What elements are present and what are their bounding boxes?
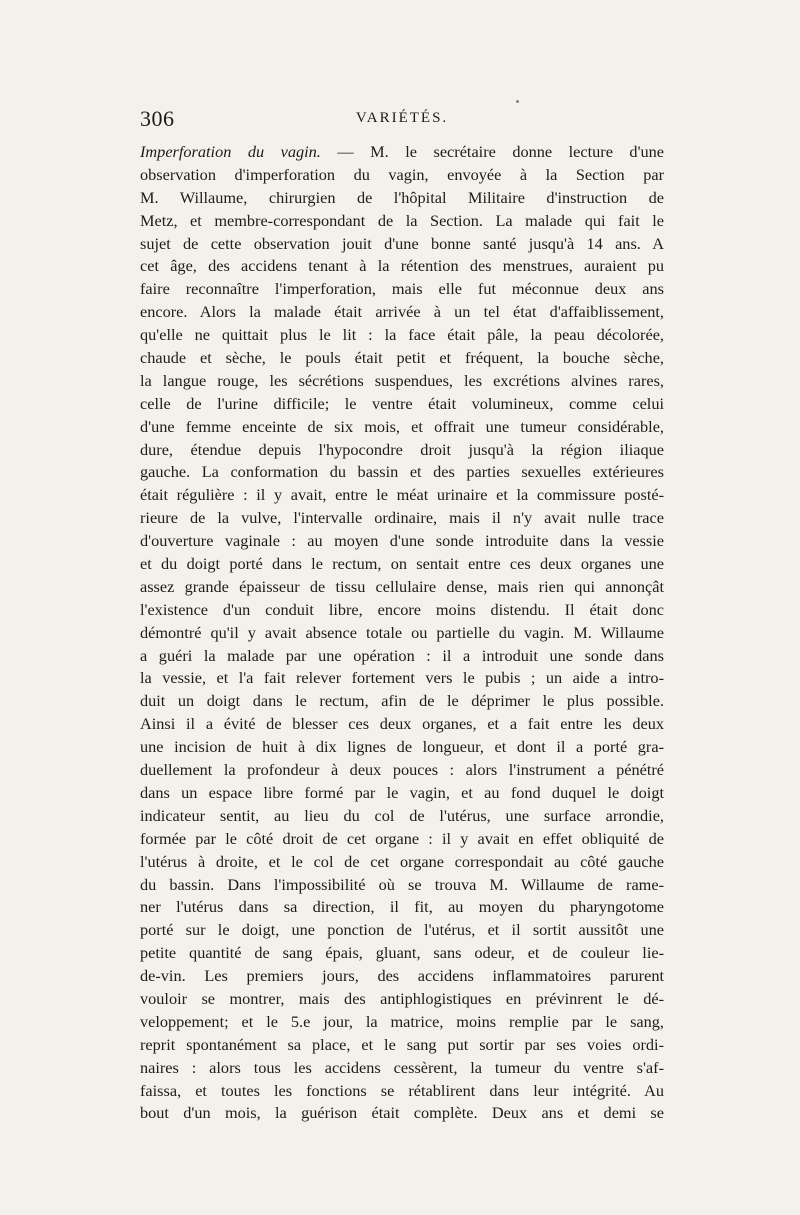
text-line: bout d'un mois, la guérison était complète. Deux ans et demi se (140, 1103, 664, 1123)
text-line: faissa, et toutes les fonctions se rétablirent dans leur intégrité. Au (140, 1080, 664, 1100)
article-first-line (140, 141, 664, 164)
ink-speck (516, 100, 519, 103)
text-line: de-vin. Les premiers jours, des accidens inflammatoires parurent (140, 966, 664, 986)
text-line: d'ouverture vaginale : au moyen d'une sonde introduite dans la vessie (140, 531, 664, 551)
text-line: démontré qu'il y avait absence totale ou partielle du vagin. M. Willaume (140, 622, 664, 642)
text-line: d'une femme enceinte de six mois, et offrait une tumeur considérable, (140, 416, 664, 436)
text-line: qu'elle ne quittait plus le lit : la face était pâle, la peau décolorée, (140, 325, 664, 345)
text-line: petite quantité de sang épais, gluant, sans odeur, et de couleur lie- (140, 943, 664, 963)
running-title: VARIÉTÉS. (355, 110, 449, 126)
text-line: dans un espace libre formé par le vagin, et au fond duquel le doigt (140, 782, 664, 802)
text-line: observation d'imperforation du vagin, envoyée à la Section par (140, 164, 664, 184)
text-line: M. Willaume, chirurgien de l'hôpital Militaire d'instruction de (140, 187, 664, 207)
text-line: l'utérus à droite, et le col de cet organe correspondait au côté gauche (140, 851, 664, 871)
text-line: du bassin. Dans l'impossibilité où se trouva M. Willaume de rame- (140, 874, 664, 894)
text-line: indicateur sentit, au lieu du col de l'utérus, une surface arrondie, (140, 805, 664, 825)
text-line: sujet de cette observation jouit d'une bonne santé jusqu'à 14 ans. A (140, 233, 664, 253)
text-line: chaude et sèche, le pouls était petit et fréquent, la bouche sèche, (140, 348, 664, 368)
text-line: la langue rouge, les sécrétions suspendues, les excrétions alvines rares, (140, 370, 664, 390)
article-body (140, 141, 664, 1125)
text-line: duit un doigt dans le rectum, afin de le déprimer le plus possible. (140, 691, 664, 711)
text-line: reprit spontanément sa place, et le sang put sortir par ses voies ordi- (140, 1034, 664, 1054)
text-line: l'existence d'un conduit libre, encore moins distendu. Il était donc (140, 599, 664, 619)
text-line: duellement la profondeur à deux pouces : alors l'instrument a pénétré (140, 760, 664, 780)
text-line: était régulière : il y avait, entre le méat urinaire et la commissure posté- (140, 485, 664, 505)
text-line: dure, étendue depuis l'hypocondre droit jusqu'à la région iliaque (140, 439, 664, 459)
text-line: une incision de huit à dix lignes de longueur, et dont il a porté gra- (140, 737, 664, 757)
text-line: assez grande épaisseur de tissu cellulaire dense, mais rien qui annonçât (140, 576, 664, 596)
article-first-line-text: — M. le secrétaire donne lecture d'une (320, 142, 664, 161)
text-line: faire reconnaître l'imperforation, mais elle fut méconnue deux ans (140, 279, 664, 299)
text-line: la vessie, et l'a fait relever fortement vers le pubis ; un aide a intro- (140, 668, 664, 688)
text-line: Metz, et membre-correspondant de la Section. La malade qui fait le (140, 210, 664, 230)
page-header (140, 106, 664, 134)
text-line: et du doigt porté dans le rectum, on sentait entre ces deux organes une (140, 554, 664, 574)
text-line: celle de l'urine difficile; le ventre était volumineux, comme celui (140, 393, 664, 413)
text-line: rieure de la vulve, l'intervalle ordinaire, mais il n'y avait nulle trace (140, 508, 664, 528)
text-line: porté sur le doigt, une ponction de l'utérus, et il sortit aussitôt une (140, 920, 664, 940)
page-number: 306 (140, 106, 175, 131)
text-line: naires : alors tous les accidens cessèrent, la tumeur du ventre s'af- (140, 1057, 664, 1077)
text-line: encore. Alors la malade était arrivée à un tel état d'affaiblissement, (140, 302, 664, 322)
text-line: a guéri la malade par une opération : il a introduit une sonde dans (140, 645, 664, 665)
text-line: Ainsi il a évité de blesser ces deux organes, et a fait entre les deux (140, 714, 664, 734)
text-line: formée par le côté droit de cet organe : il y avait en effet obliquité de (140, 828, 664, 848)
text-line: vouloir se montrer, mais des antiphlogistiques en prévinrent le dé- (140, 988, 664, 1008)
text-line: cet âge, des accidens tenant à la rétention des menstrues, auraient pu (140, 256, 664, 276)
text-line: ner l'utérus dans sa direction, il fit, au moyen du pharyngotome (140, 897, 664, 917)
text-line: gauche. La conformation du bassin et des parties sexuelles extérieures (140, 462, 664, 482)
article-title: Imperforation du vagin. (140, 142, 321, 161)
text-line: veloppement; et le 5.e jour, la matrice, moins remplie par le sang, (140, 1011, 664, 1031)
